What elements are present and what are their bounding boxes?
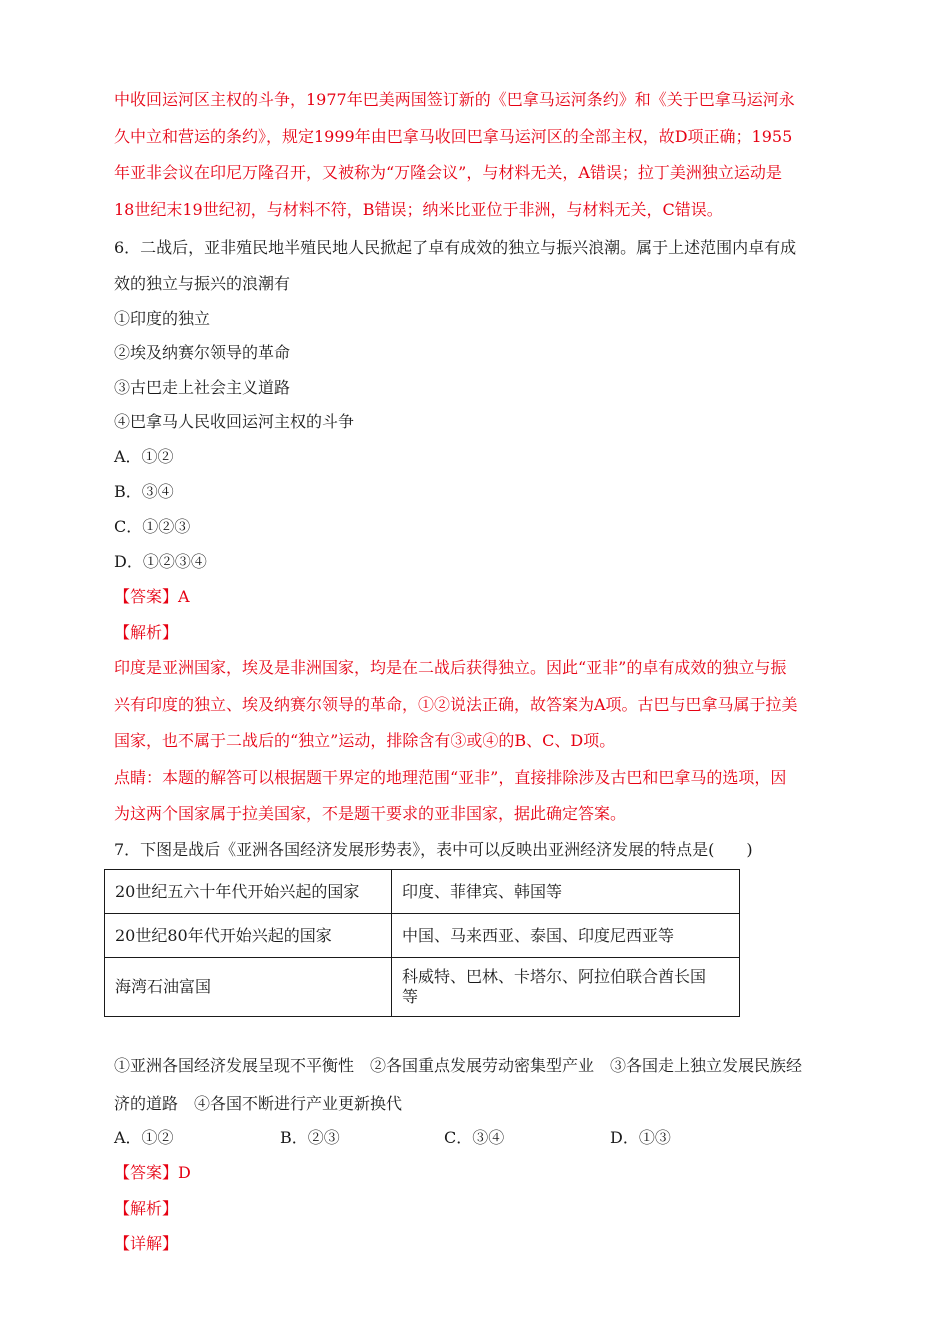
table-cell-group: 20世纪80年代开始兴起的国家 [105, 914, 392, 958]
table-row [105, 958, 740, 1017]
q7-detail-label: 【详解】 [114, 1234, 179, 1253]
table-cell-countries: 印度、菲律宾、韩国等 [392, 870, 740, 914]
table-cell-countries-line-1: 科威特、巴林、卡塔尔、阿拉伯联合酋长国 [402, 967, 707, 986]
q7-option-a: A．①② [114, 1128, 174, 1147]
table-row [105, 914, 740, 958]
q7-option-c: C．③④ [444, 1128, 505, 1147]
q6-analysis-label: 【解析】 [114, 623, 179, 642]
table-row [105, 870, 740, 914]
table-cell-countries [392, 958, 740, 1017]
q6-option-a: A．①② [114, 447, 174, 466]
q5-explanation-line-1: 中收回运河区主权的斗争，1977年巴美两国签订新的《巴拿马运河条约》和《关于巴拿马运河永 [114, 90, 795, 109]
q6-item-4: ④巴拿马人民收回运河主权的斗争 [114, 412, 355, 431]
q6-stem-line-2: 效的独立与振兴的浪潮有 [114, 274, 291, 293]
q6-tip-line-2: 为这两个国家属于拉美国家，不是题干要求的亚非国家，据此确定答案。 [114, 804, 627, 823]
q6-item-1: ①印度的独立 [114, 309, 211, 328]
q6-option-b: B．③④ [114, 482, 174, 501]
q7-statements-line-1: ①亚洲各国经济发展呈现不平衡性 ②各国重点发展劳动密集型产业 ③各国走上独立发展民族经 [114, 1056, 803, 1075]
table-cell-group: 海湾石油富国 [105, 958, 392, 1017]
q6-answer: 【答案】A [114, 587, 190, 606]
q6-tip-line-1: 点睛：本题的解答可以根据题干界定的地理范围“亚非”，直接排除涉及古巴和巴拿马的选项，因 [114, 768, 787, 787]
q6-analysis-line-3: 国家，也不属于二战后的“独立”运动，排除含有③或④的B、C、D项。 [114, 731, 616, 750]
q7-stem: 7．下图是战后《亚洲各国经济发展形势表》，表中可以反映出亚洲经济发展的特点是( ) [114, 840, 753, 859]
q6-stem-line-1: 6．二战后，亚非殖民地半殖民地人民掀起了卓有成效的独立与振兴浪潮。属于上述范围内卓有成 [114, 238, 797, 257]
q6-option-c: C．①②③ [114, 517, 191, 536]
q6-option-d: D．①②③④ [114, 552, 207, 571]
q5-explanation-line-3: 年亚非会议在印尼万隆召开，又被称为“万隆会议”，与材料无关，A错误；拉丁美洲独立运动是 [114, 163, 782, 182]
q5-explanation-line-4: 18世纪末19世纪初，与材料不符，B错误；纳米比亚位于非洲，与材料无关，C错误。 [114, 200, 723, 219]
table-cell-group: 20世纪五六十年代开始兴起的国家 [105, 870, 392, 914]
table-cell-countries: 中国、马来西亚、泰国、印度尼西亚等 [392, 914, 740, 958]
q6-item-2: ②埃及纳赛尔领导的革命 [114, 343, 291, 362]
q6-analysis-line-2: 兴有印度的独立、埃及纳赛尔领导的革命，①②说法正确，故答案为A项。古巴与巴拿马属于拉美 [114, 695, 798, 714]
q7-economy-table [104, 869, 740, 1017]
q7-option-b: B．②③ [280, 1128, 340, 1147]
q7-analysis-label: 【解析】 [114, 1199, 179, 1218]
q7-statements-line-2: 济的道路 ④各国不断进行产业更新换代 [114, 1094, 403, 1113]
table-cell-countries-line-2: 等 [402, 987, 419, 1006]
q6-analysis-line-1: 印度是亚洲国家，埃及是非洲国家，均是在二战后获得独立。因此“亚非”的卓有成效的独立与振 [114, 658, 787, 677]
q5-explanation-line-2: 久中立和营运的条约》，规定1999年由巴拿马收回巴拿马运河区的全部主权，故D项正确；1955 [114, 127, 793, 146]
q7-answer: 【答案】D [114, 1163, 191, 1182]
q6-item-3: ③古巴走上社会主义道路 [114, 378, 291, 397]
q7-option-d: D．①③ [610, 1128, 671, 1147]
